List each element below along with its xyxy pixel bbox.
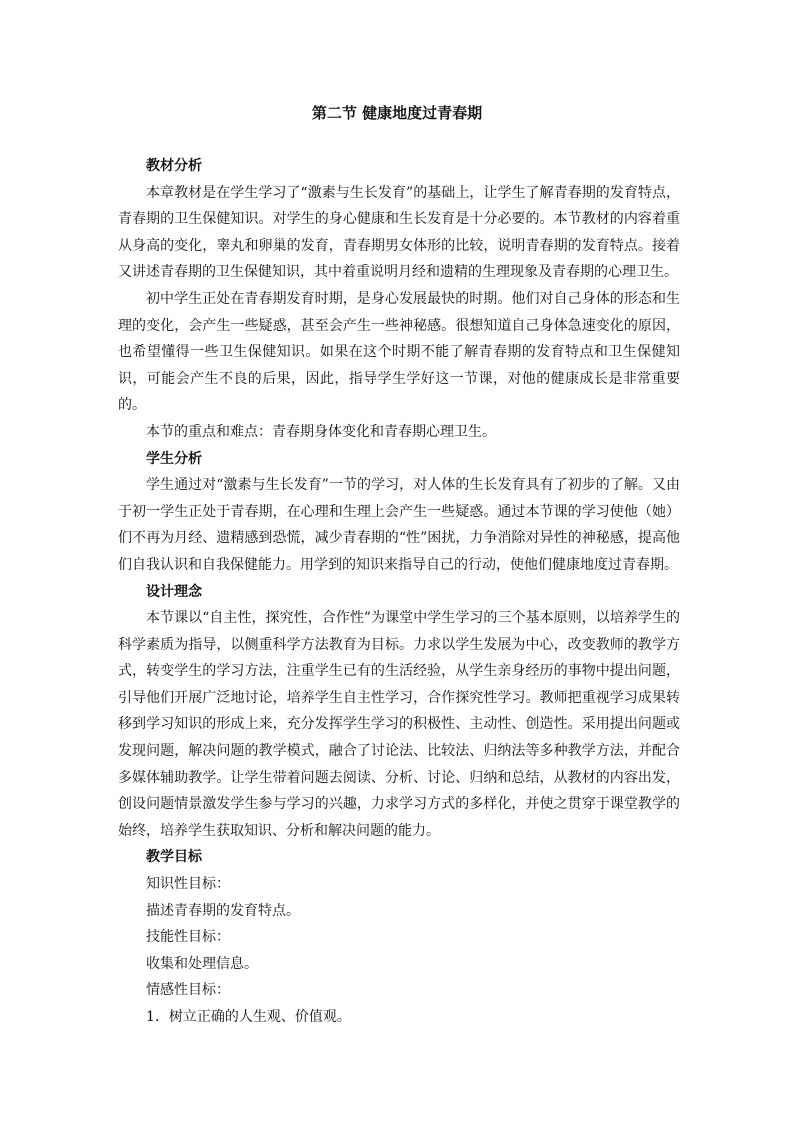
goal-emotion-item-1: 1．树立正确的人生观、价值观。 — [146, 1009, 351, 1025]
paragraph-textbook-3: 本节的重点和难点：青春期身体变化和青春期心理卫生。 — [146, 423, 496, 440]
goal-skill-label: 技能性目标： — [146, 929, 230, 946]
document-title: 第二节 健康地度过青春期 — [311, 104, 483, 122]
section-heading-design-concept: 设计理念 — [146, 583, 202, 600]
paragraph-design-1: 本节课以“自主性，探究性，合作性”为课堂中学生学习的三个基本原则，以培养学生的科学素质为指导，以侧重科学方法教育为目标。力求以学生发展为中心，改变教师的教学方式，转变学生的学习方法，注重学生已有的生活经验，从学生亲身经历的事物中提出问题，引导他们开展广泛地讨论，培养学生自主性学习，合作探究性学习。教师把重视学习成果转移到学习知识的形成上来，充分发挥学生学习的积极性、主动性、创造性。采用提出问题或发现问题，解决问题的教学模式，融合了讨论法、比较法、归纳法等多种教学方法，并配合多媒体辅助教学。让学生带着问题去阅读、分析、讨论、归纳和总结，从教材的内容出发，创设问题情景激发学生参与学习的兴趣，力求学习方式的多样化，并使之贯穿于课堂教学的始终，培养学生获取知识、分析和解决问题的能力。 — [118, 610, 680, 839]
goal-emotion-label: 情感性目标： — [146, 982, 230, 999]
section-heading-teaching-goals: 教学目标 — [146, 849, 202, 866]
paragraph-textbook-1: 本章教材是在学生学习了“激素与生长发育”的基础上，让学生了解青春期的发育特点，青春期的卫生保健知识。对学生的身心健康和生长发育是十分必要的。本节教材的内容着重从身高的变化，睾丸和卵巢的发育，青春期男女体形的比较，说明青春期的发育特点。接着又讲述青春期的卫生保健知识，其中着重说明月经和遗精的生理现象及青春期的心理卫生。 — [118, 184, 680, 281]
goal-knowledge-label: 知识性目标： — [146, 876, 230, 893]
document-body — [118, 153, 680, 1031]
goal-knowledge-item: 描述青春期的发育特点。 — [146, 902, 300, 919]
section-heading-textbook-analysis: 教材分析 — [146, 158, 202, 174]
paragraph-textbook-2: 初中学生正处在青春期发育时期，是身心发展最快的时期。他们对自己身体的形态和生理的变化，会产生一些疑惑，甚至会产生一些神秘感。很想知道自己身体急速变化的原因，也希望懂得一些卫生保健知识。如果在这个时期不能了解青春期的发育特点和卫生保健知识，可能会产生不良的后果，因此，指导学生学好这一节课，对他的健康成长是非常重要的。 — [118, 290, 680, 414]
section-heading-student-analysis: 学生分析 — [146, 450, 202, 467]
paragraph-students-1: 学生通过对“激素与生长发育”一节的学习，对人体的生长发育具有了初步的了解。又由于初一学生正处于青春期，在心理和生理上会产生一些疑惑。通过本节课的学习使他（她）们不再为月经、遗精感到恐慌，减少青春期的“性”困扰，力争消除对异性的神秘感，提高他们自我认识和自我保健能力。用学到的知识来指导自己的行动，使他们健康地度过青春期。 — [118, 477, 680, 573]
goal-skill-item: 收集和处理信息。 — [146, 955, 258, 972]
